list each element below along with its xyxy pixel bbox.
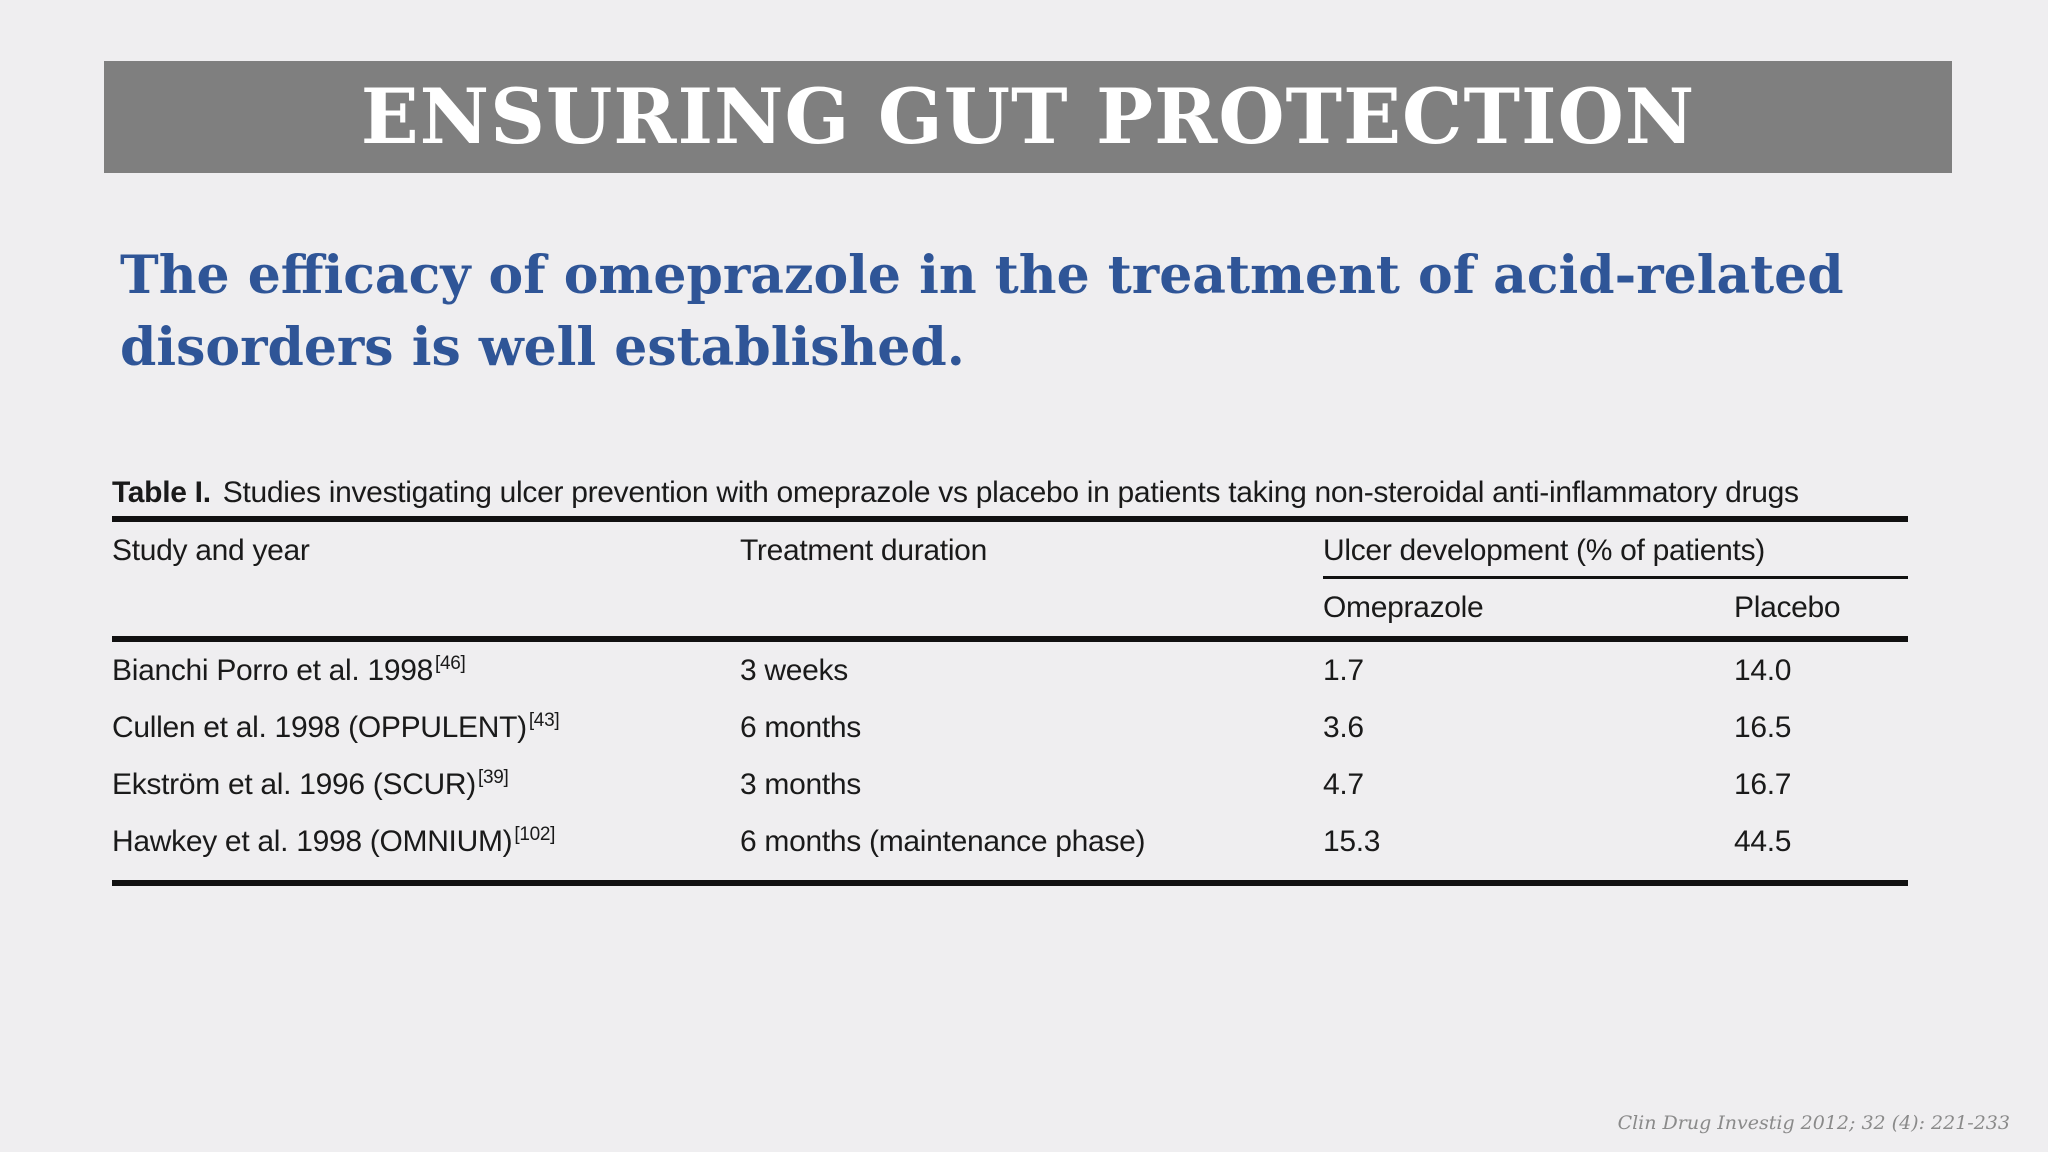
study-name: Bianchi Porro et al. 1998 xyxy=(112,654,434,687)
cell-omeprazole: 1.7 xyxy=(1323,654,1364,687)
citation: Clin Drug Investig 2012; 32 (4): 221-233 xyxy=(1617,1112,2010,1134)
title-bar xyxy=(104,61,1952,173)
table-bottom-rule xyxy=(112,880,1908,886)
study-reference: [43] xyxy=(528,710,560,731)
cell-placebo: 14.0 xyxy=(1734,654,1792,687)
study-name: Ekström et al. 1996 (SCUR) xyxy=(112,768,476,801)
header-ulcer-development: Ulcer development (% of patients) xyxy=(1323,534,1765,567)
study-reference: [102] xyxy=(514,824,556,845)
header-omeprazole: Omeprazole xyxy=(1323,591,1484,624)
cell-omeprazole: 4.7 xyxy=(1323,768,1364,801)
cell-omeprazole: 15.3 xyxy=(1323,825,1381,858)
subtitle-line-2: disorders is well established. xyxy=(120,317,965,378)
table-row xyxy=(112,813,1908,870)
table-row xyxy=(112,756,1908,813)
cell-duration: 3 weeks xyxy=(740,654,848,687)
study-name: Hawkey et al. 1998 (OMNIUM) xyxy=(112,825,513,858)
study-reference: [39] xyxy=(477,767,509,788)
subtitle-line-1: The efficacy of omeprazole in the treatment of acid-related xyxy=(120,245,1844,306)
cell-placebo: 16.5 xyxy=(1734,711,1792,744)
header-placebo: Placebo xyxy=(1734,591,1841,624)
table-row xyxy=(112,642,1908,699)
table-row xyxy=(112,699,1908,756)
cell-duration: 6 months xyxy=(740,711,861,744)
study-table xyxy=(112,470,1908,886)
header-study: Study and year xyxy=(112,534,310,567)
slide-title: ENSURING GUT PROTECTION xyxy=(360,72,1696,161)
cell-study xyxy=(112,642,466,699)
cell-duration: 3 months xyxy=(740,768,861,801)
cell-study xyxy=(112,699,559,756)
cell-omeprazole: 3.6 xyxy=(1323,711,1364,744)
table-body xyxy=(112,642,1908,880)
cell-placebo: 16.7 xyxy=(1734,768,1792,801)
study-reference: [46] xyxy=(435,653,466,674)
cell-duration: 6 months (maintenance phase) xyxy=(740,825,1146,858)
header-duration: Treatment duration xyxy=(740,534,987,567)
cell-study xyxy=(112,813,555,870)
study-name: Cullen et al. 1998 (OPPULENT) xyxy=(112,711,527,744)
table-caption xyxy=(112,470,1908,516)
slide-subtitle xyxy=(120,240,1880,384)
cell-placebo: 44.5 xyxy=(1734,825,1792,858)
cell-study xyxy=(112,756,508,813)
table-header xyxy=(112,522,1908,636)
table-caption-text: Studies investigating ulcer prevention with omeprazole vs placebo in patients taking non-steroidal anti-inflammatory drugs xyxy=(222,476,1799,509)
table-caption-label: Table I. xyxy=(112,476,211,509)
